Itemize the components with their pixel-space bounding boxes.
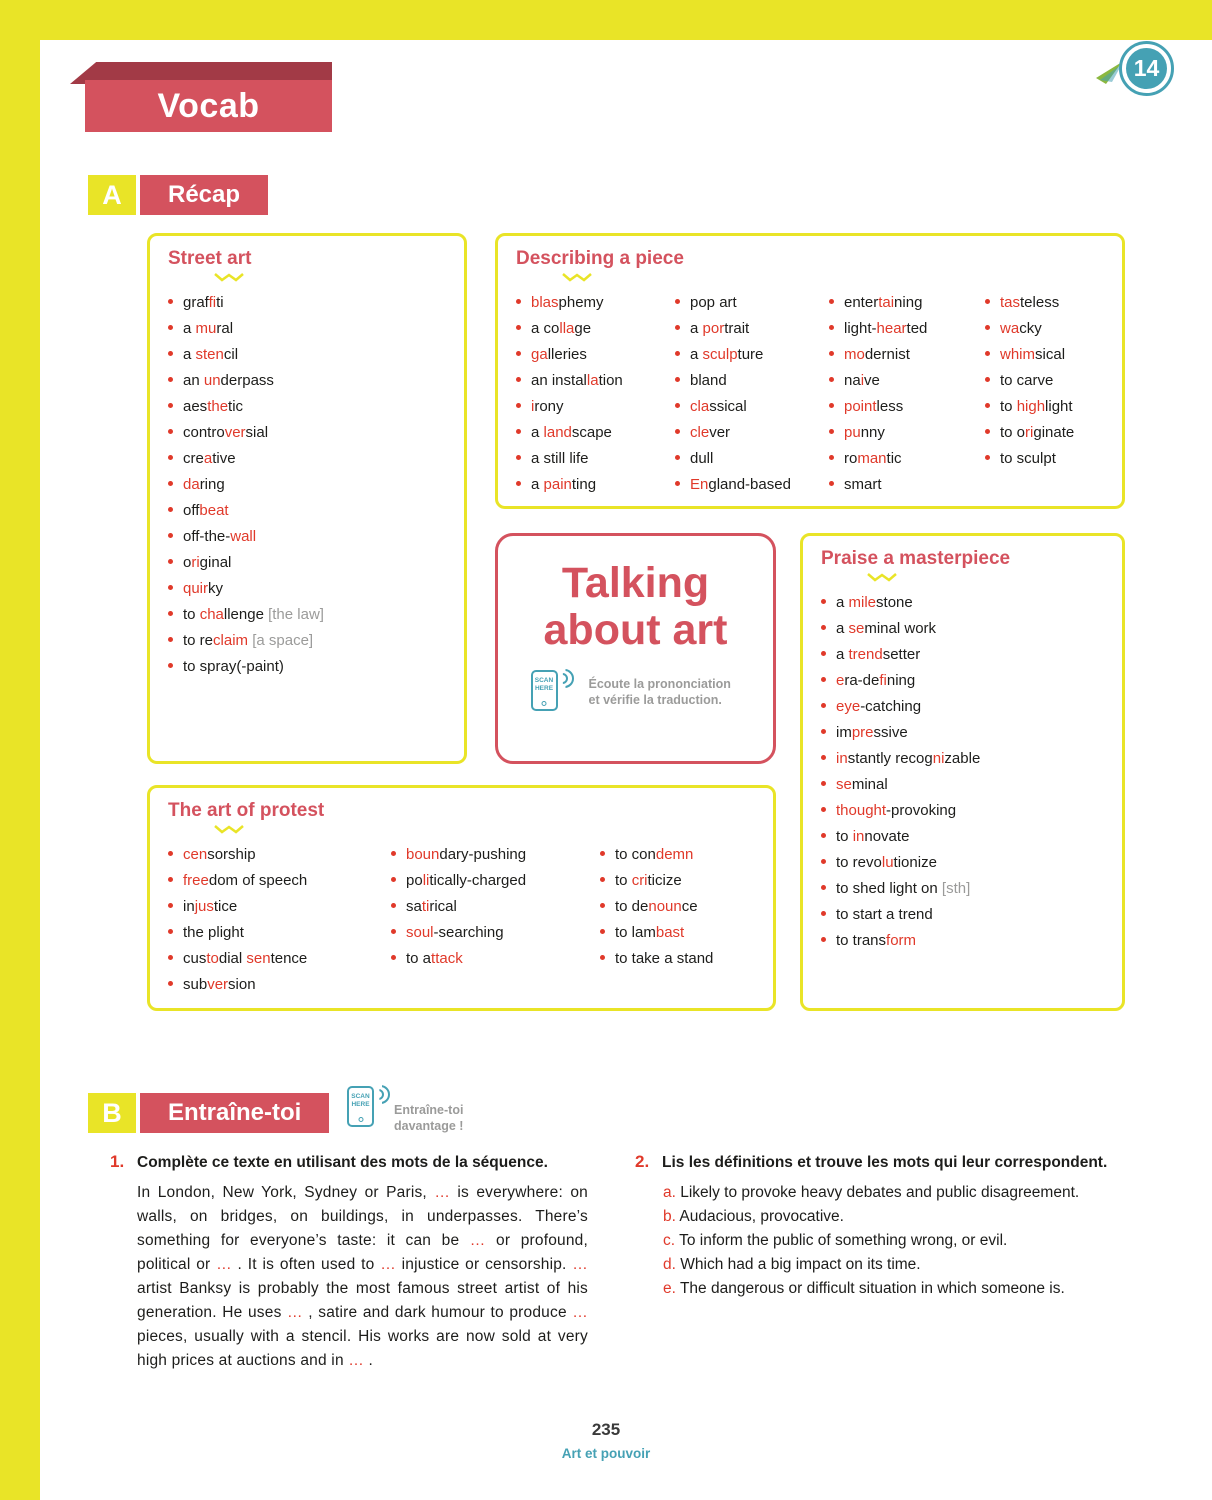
stressed-syllable: b.: [663, 1208, 676, 1225]
scan-here-label: SCAN HERE: [351, 1093, 370, 1108]
vocab-item: smart: [829, 472, 985, 498]
vocab-item: to take a stand: [600, 946, 755, 972]
stressed-syllable: fi: [879, 672, 887, 689]
praise-list: [821, 590, 1104, 954]
vocab-item: freedom of speech: [168, 868, 391, 894]
describing-column-4: [985, 290, 1104, 498]
stressed-syllable: …: [434, 1184, 451, 1201]
stressed-syllable: hear: [876, 320, 907, 337]
stressed-syllable: thought: [836, 802, 887, 819]
stressed-syllable: c.: [663, 1232, 676, 1249]
vocab-item: tasteless: [985, 290, 1104, 316]
stressed-syllable: boun: [406, 846, 440, 863]
vocab-item: off-the-wall: [168, 524, 446, 550]
vocab-item: to revolutionize: [821, 850, 1104, 876]
phone-home-button-icon: [542, 701, 547, 706]
vocab-item: to attack: [391, 946, 600, 972]
talking-about-art-title: Talking about art: [543, 559, 728, 654]
vocab-item: to spray(-paint): [168, 654, 446, 680]
vocab-item: boundary-pushing: [391, 842, 600, 868]
box-title-text: Street art: [168, 248, 252, 269]
stressed-syllable: high: [1016, 398, 1046, 415]
stressed-syllable: a.: [663, 1184, 676, 1201]
stressed-syllable: point: [844, 398, 877, 415]
exercise-2-heading: Lis les définitions et trouve les mots qui leur correspondent.: [662, 1154, 1108, 1171]
stressed-syllable: ga: [531, 346, 548, 363]
vocab-item: creative: [168, 446, 446, 472]
vocab-item: to challenge [the law]: [168, 602, 446, 628]
stressed-syllable: tas: [1000, 294, 1021, 311]
art-of-protest-box: [147, 785, 776, 1011]
stressed-syllable: tai: [878, 294, 895, 311]
vocab-item: era-defining: [821, 668, 1104, 694]
stressed-syllable: noun: [648, 898, 682, 915]
definition-item: a. Likely to provoke heavy debates and public disagreement.: [663, 1184, 1080, 1201]
exercise-1-heading: Complète ce texte en utilisant des mots de la séquence.: [137, 1154, 548, 1171]
vocab-item: eye-catching: [821, 694, 1104, 720]
section-a-title: Récap: [168, 181, 241, 208]
vocab-item: graffiti: [168, 290, 446, 316]
exercise-2-number: 2.: [635, 1152, 650, 1171]
page-number: 235: [591, 1420, 621, 1439]
vocab-item: dull: [675, 446, 829, 472]
stressed-syllable: ri: [191, 554, 200, 571]
stressed-syllable: pre: [851, 724, 874, 741]
stressed-syllable: da: [183, 476, 200, 493]
stressed-syllable: mu: [195, 320, 217, 337]
scan-here-label: SCAN HERE: [534, 677, 554, 692]
vocab-item: quirky: [168, 576, 446, 602]
stressed-syllable: sen: [246, 950, 271, 967]
stressed-syllable: cha: [199, 606, 224, 623]
exercise-1-header: [110, 1152, 588, 1172]
stressed-syllable: …: [380, 1256, 396, 1273]
definition-item: e. The dangerous or difficult situation in which someone is.: [663, 1280, 1065, 1297]
section-a-title-banner: [140, 175, 268, 215]
exercise-2: [635, 1152, 1132, 1301]
stressed-syllable: a: [203, 450, 213, 467]
stressed-syllable: the: [207, 398, 229, 415]
chapter-footer-title: Art et pouvoir: [561, 1446, 651, 1461]
chapter-badge: [1119, 41, 1174, 96]
stressed-syllable: cla: [690, 398, 710, 415]
stressed-syllable: ri: [1025, 424, 1034, 441]
stressed-syllable: land: [543, 424, 572, 441]
stressed-syllable: to: [206, 950, 219, 967]
vocab-item: England-based: [675, 472, 829, 498]
stressed-syllable: wall: [230, 528, 257, 545]
vocab-item: a seminal work: [821, 616, 1104, 642]
vocab-item: subversion: [168, 972, 391, 998]
stressed-syllable: li: [422, 872, 430, 889]
vocab-item: satirical: [391, 894, 600, 920]
vocab-item: galleries: [516, 342, 675, 368]
vocab-item: an underpass: [168, 368, 446, 394]
box-title-text: Describing a piece: [516, 248, 684, 269]
vocab-item: to reclaim [a space]: [168, 628, 446, 654]
street-art-list: [168, 290, 446, 680]
stressed-syllable: …: [348, 1352, 364, 1369]
exercise-1-number: 1.: [110, 1152, 125, 1171]
vocab-item: a still life: [516, 446, 675, 472]
vocab-item: impressive: [821, 720, 1104, 746]
vocab-item: a landscape: [516, 420, 675, 446]
yellow-left-band: [0, 0, 40, 1500]
talking-scan-caption: Écoute la prononciation et vérifie la traduction.: [588, 677, 731, 707]
stressed-syllable: sculp: [702, 346, 738, 363]
vocab-item: a collage: [516, 316, 675, 342]
stressed-syllable: i: [531, 398, 535, 415]
stressed-syllable: blas: [531, 294, 559, 311]
yellow-top-band: [0, 0, 1212, 40]
vocab-item: a sculpture: [675, 342, 829, 368]
phone-icon: [347, 1086, 374, 1127]
protest-column-2: [391, 842, 600, 998]
stressed-syllable: e.: [663, 1280, 676, 1297]
praise-box-title: [821, 548, 1104, 570]
describing-box-title: [516, 248, 1104, 270]
definition-item: c. To inform the public of something wrong, or evil.: [663, 1232, 1008, 1249]
stressed-syllable: ver: [224, 424, 246, 441]
section-b-scan-caption: Entraîne-toi davantage !: [394, 1103, 464, 1133]
title-underline-mark: [562, 272, 592, 282]
vocab-item: to innovate: [821, 824, 1104, 850]
vocab-item: entertaining: [829, 290, 985, 316]
vocab-item: to carve: [985, 368, 1104, 394]
stressed-syllable: free: [183, 872, 209, 889]
vocab-item: a stencil: [168, 342, 446, 368]
stressed-syllable: pu: [844, 424, 861, 441]
stressed-syllable: cen: [183, 846, 208, 863]
praise-a-masterpiece-box: [800, 533, 1125, 1011]
vocab-item: politically-charged: [391, 868, 600, 894]
stressed-syllable: ti: [421, 898, 430, 915]
stressed-syllable: form: [886, 932, 917, 949]
stressed-syllable: lla: [559, 320, 575, 337]
vocab-item: to transform: [821, 928, 1104, 954]
vocab-item: modernist: [829, 342, 985, 368]
muted-text: [a space]: [252, 632, 314, 649]
vocab-item: whimsical: [985, 342, 1104, 368]
page-title-banner: [85, 80, 332, 132]
vocab-item: bland: [675, 368, 829, 394]
vocab-item: light-hearted: [829, 316, 985, 342]
title-underline-mark: [214, 824, 244, 834]
vocab-item: irony: [516, 394, 675, 420]
stressed-syllable: eye: [836, 698, 861, 715]
stressed-syllable: jus: [194, 898, 214, 915]
stressed-syllable: …: [469, 1232, 486, 1249]
vocab-item: to lambast: [600, 920, 755, 946]
muted-text: [sth]: [941, 880, 971, 897]
vocab-item: wacky: [985, 316, 1104, 342]
stressed-syllable: demn: [655, 846, 694, 863]
vocab-item: injustice: [168, 894, 391, 920]
vocab-item: to start a trend: [821, 902, 1104, 928]
stressed-syllable: e: [836, 672, 845, 689]
vocab-item: seminal: [821, 772, 1104, 798]
exercise-2-header: [635, 1152, 1132, 1172]
stressed-syllable: lu: [881, 854, 894, 871]
vocab-item: thought-provoking: [821, 798, 1104, 824]
describing-column-2: [675, 290, 829, 498]
vocab-item: blasphemy: [516, 290, 675, 316]
muted-text: [the law]: [268, 606, 324, 623]
stressed-syllable: d.: [663, 1256, 676, 1273]
stressed-syllable: in: [852, 828, 865, 845]
stressed-syllable: in: [836, 750, 848, 767]
section-b-title: Entraîne-toi: [168, 1099, 302, 1126]
vocab-item: a trendsetter: [821, 642, 1104, 668]
vocab-item: to denounce: [600, 894, 755, 920]
vocab-item: to shed light on [sth]: [821, 876, 1104, 902]
talking-scan-row: [531, 670, 741, 714]
stressed-syllable: mile: [848, 594, 877, 611]
stressed-syllable: un: [203, 372, 221, 389]
vocab-item: naive: [829, 368, 985, 394]
title-underline-mark: [214, 272, 244, 282]
exercise-1-text: In London, New York, Sydney or Paris, … is everywhere: on walls, on bridges, on buildings, in underpasses. There’s something for everyone’s taste: it can be … or profound, political or … . It is often used to … injustice or censorship. … artist Banksy is probably the most famous street artist of his generation. He uses … , satire and dark humour to produce … pieces, usually with a stencil. His works are now sold at very high prices at auctions and in … .: [137, 1184, 588, 1369]
stressed-syllable: por: [702, 320, 725, 337]
vocab-item: to sculpt: [985, 446, 1104, 472]
stressed-syllable: whim: [1000, 346, 1036, 363]
vocab-item: a mural: [168, 316, 446, 342]
exercise-1: [110, 1152, 588, 1373]
vocab-item: instantly recognizable: [821, 746, 1104, 772]
vocab-item: custodial sentence: [168, 946, 391, 972]
vocab-item: aesthetic: [168, 394, 446, 420]
stressed-syllable: ttack: [431, 950, 463, 967]
vocab-item: soul-searching: [391, 920, 600, 946]
vocab-item: classical: [675, 394, 829, 420]
stressed-syllable: ni: [932, 750, 945, 767]
stressed-syllable: se: [836, 776, 852, 793]
street-art-box-title: [168, 248, 446, 270]
vocab-item: pop art: [675, 290, 829, 316]
section-a-marker: A: [88, 175, 136, 215]
vocab-item: punny: [829, 420, 985, 446]
vocab-item: an installation: [516, 368, 675, 394]
stressed-syllable: sten: [195, 346, 224, 363]
describing-column-3: [829, 290, 985, 498]
stressed-syllable: wa: [1000, 320, 1020, 337]
vocab-item: offbeat: [168, 498, 446, 524]
vocab-item: original: [168, 550, 446, 576]
vocab-item: to highlight: [985, 394, 1104, 420]
stressed-syllable: claim: [213, 632, 249, 649]
vocab-item: a painting: [516, 472, 675, 498]
protest-column-1: [168, 842, 391, 998]
section-b-marker: B: [88, 1093, 136, 1133]
stressed-syllable: cle: [690, 424, 710, 441]
vocab-item: controversial: [168, 420, 446, 446]
chapter-number: 14: [1126, 48, 1167, 89]
stressed-syllable: …: [572, 1256, 588, 1273]
vocab-item: to originate: [985, 420, 1104, 446]
vocab-item: romantic: [829, 446, 985, 472]
vocab-item: the plight: [168, 920, 391, 946]
scan-here-icon: [531, 670, 575, 714]
street-art-box: [147, 233, 467, 764]
page-title: Vocab: [157, 86, 260, 125]
section-b-title-banner: [140, 1093, 329, 1133]
definitions-list: [663, 1181, 1132, 1301]
vocab-item: pointless: [829, 394, 985, 420]
stressed-syllable: …: [287, 1304, 303, 1321]
stressed-syllable: beat: [199, 502, 229, 519]
definition-item: d. Which had a big impact on its time.: [663, 1256, 921, 1273]
describing-columns: [516, 290, 1104, 498]
phone-icon: [531, 670, 558, 711]
stressed-syllable: …: [572, 1304, 588, 1321]
vocab-item: to condemn: [600, 842, 755, 868]
stressed-syllable: ver: [207, 976, 229, 993]
protest-columns: [168, 842, 755, 998]
vocab-item: a portrait: [675, 316, 829, 342]
stressed-syllable: soul: [406, 924, 434, 941]
vocab-item: clever: [675, 420, 829, 446]
definition-item: b. Audacious, provocative.: [663, 1208, 844, 1225]
stressed-syllable: pain: [543, 476, 572, 493]
scan-here-icon: [347, 1086, 391, 1130]
describing-a-piece-box: [495, 233, 1125, 509]
box-title-text: The art of protest: [168, 800, 325, 821]
protest-column-3: [600, 842, 755, 998]
stressed-syllable: En: [690, 476, 709, 493]
describing-column-1: [516, 290, 675, 498]
phone-home-button-icon: [358, 1117, 363, 1122]
vocab-item: daring: [168, 472, 446, 498]
vocab-item: to criticize: [600, 868, 755, 894]
title-underline-mark: [867, 572, 897, 582]
stressed-syllable: mo: [844, 346, 865, 363]
stressed-syllable: …: [216, 1256, 232, 1273]
talking-about-art-box: [495, 533, 776, 764]
box-title-text: Praise a masterpiece: [821, 548, 1011, 569]
stressed-syllable: fi: [208, 294, 217, 311]
stressed-syllable: man: [857, 450, 887, 467]
stressed-syllable: la: [586, 372, 599, 389]
stressed-syllable: quir: [183, 580, 209, 597]
vocab-item: a milestone: [821, 590, 1104, 616]
stressed-syllable: bast: [655, 924, 685, 941]
stressed-syllable: i: [860, 372, 865, 389]
protest-box-title: [168, 800, 755, 822]
stressed-syllable: se: [848, 620, 865, 637]
stressed-syllable: cri: [631, 872, 648, 889]
stressed-syllable: trend: [848, 646, 883, 663]
vocab-item: censorship: [168, 842, 391, 868]
